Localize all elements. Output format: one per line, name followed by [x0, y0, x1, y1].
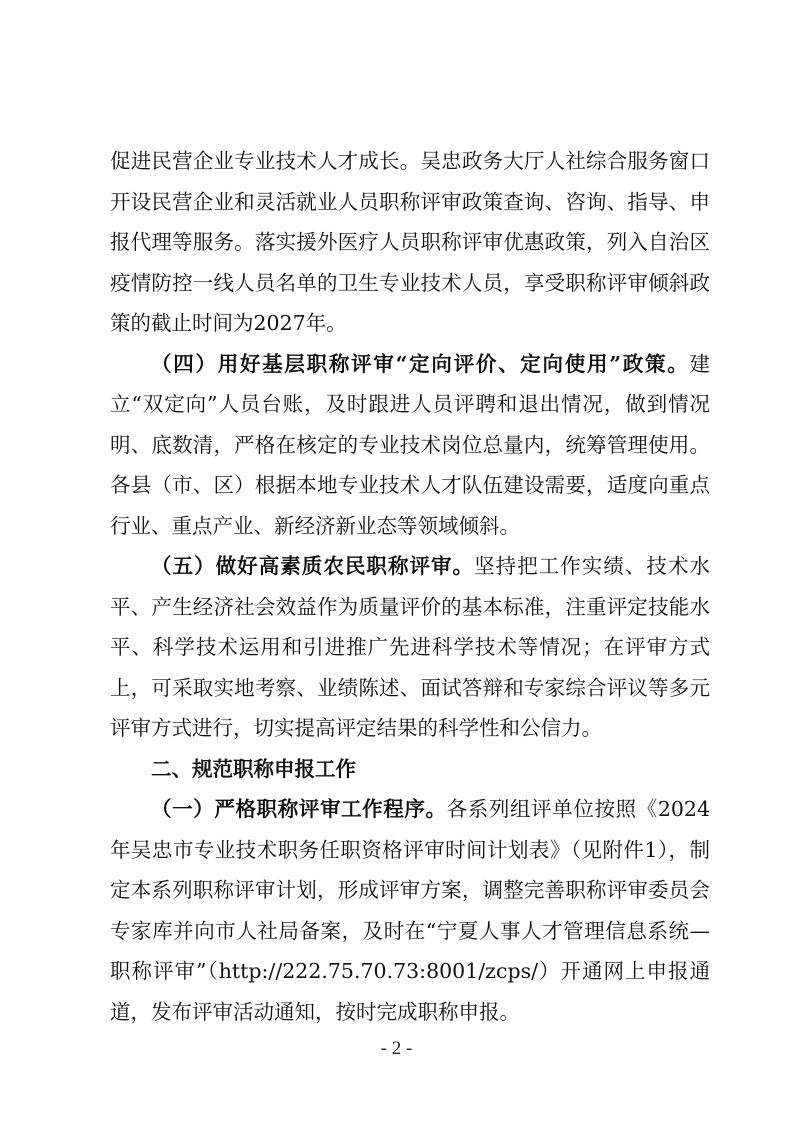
paragraph-4 [110, 344, 710, 547]
paragraph-section2-1-title: （一）严格职称评审工作程序。 [151, 797, 447, 821]
paragraph-continuation: 促进民营企业专业技术人才成长。吴忠政务大厅人社综合服务窗口开设民营企业和灵活就业人员职称评审政策查询、咨询、指导、申报代理等服务。落实援外医疗人员职称评审优惠政策，列入自治区疫情防控一线人员名单的卫生专业技术人员，享受职称评审倾斜政策的截止时间为2027年。 [110, 149, 710, 335]
section-heading-2: 二、规范职称申报工作 [151, 756, 356, 781]
paragraph-4-body: 建立“双定向”人员台账，及时跟进人员评聘和退出情况，做到情况明、底数清，严格在核定的专业技术岗位总量内，统筹管理使用。各县（市、区）根据本地专业技术人才队伍建设需要，适度向重点行业、重点产业、新经济新业态等领域倾斜。 [110, 351, 710, 538]
paragraph-4-title: （四）用好基层职称评审“定向评价、定向使用”政策。 [151, 351, 690, 376]
paragraph-section2-1 [110, 789, 710, 1032]
paragraph-5-title: （五）做好高素质农民职称评审。 [151, 554, 475, 578]
paragraph-section2-1-body: 各系列组评单位按照《2024年吴忠市专业技术职务任职资格评审时间计划表》（见附件1），制定本系列职称评审计划，形成评审方案，调整完善职称评审委员会专家库并向市人社局备案，及时在“宁夏人事人才管理信息系统—职称评审”（http://222.75.70.73:8001/zcps/）开通网上申报通道，发布评审活动通知，按时完成职称申报。 [110, 797, 711, 1024]
page-number: - 2 - [380, 1038, 413, 1059]
paragraph-5-body: 坚持把工作实绩、技术水平、产生经济社会效益作为质量评价的基本标准，注重评定技能水平、科学技术运用和引进推广先进科学技术等情况；在评审方式上，可采取实地考察、业绩陈述、面试答辩和专家综合评议等多元评审方式进行，切实提高评定结果的科学性和公信力。 [110, 554, 711, 740]
paragraph-5 [110, 546, 710, 749]
document-body [110, 141, 710, 1032]
